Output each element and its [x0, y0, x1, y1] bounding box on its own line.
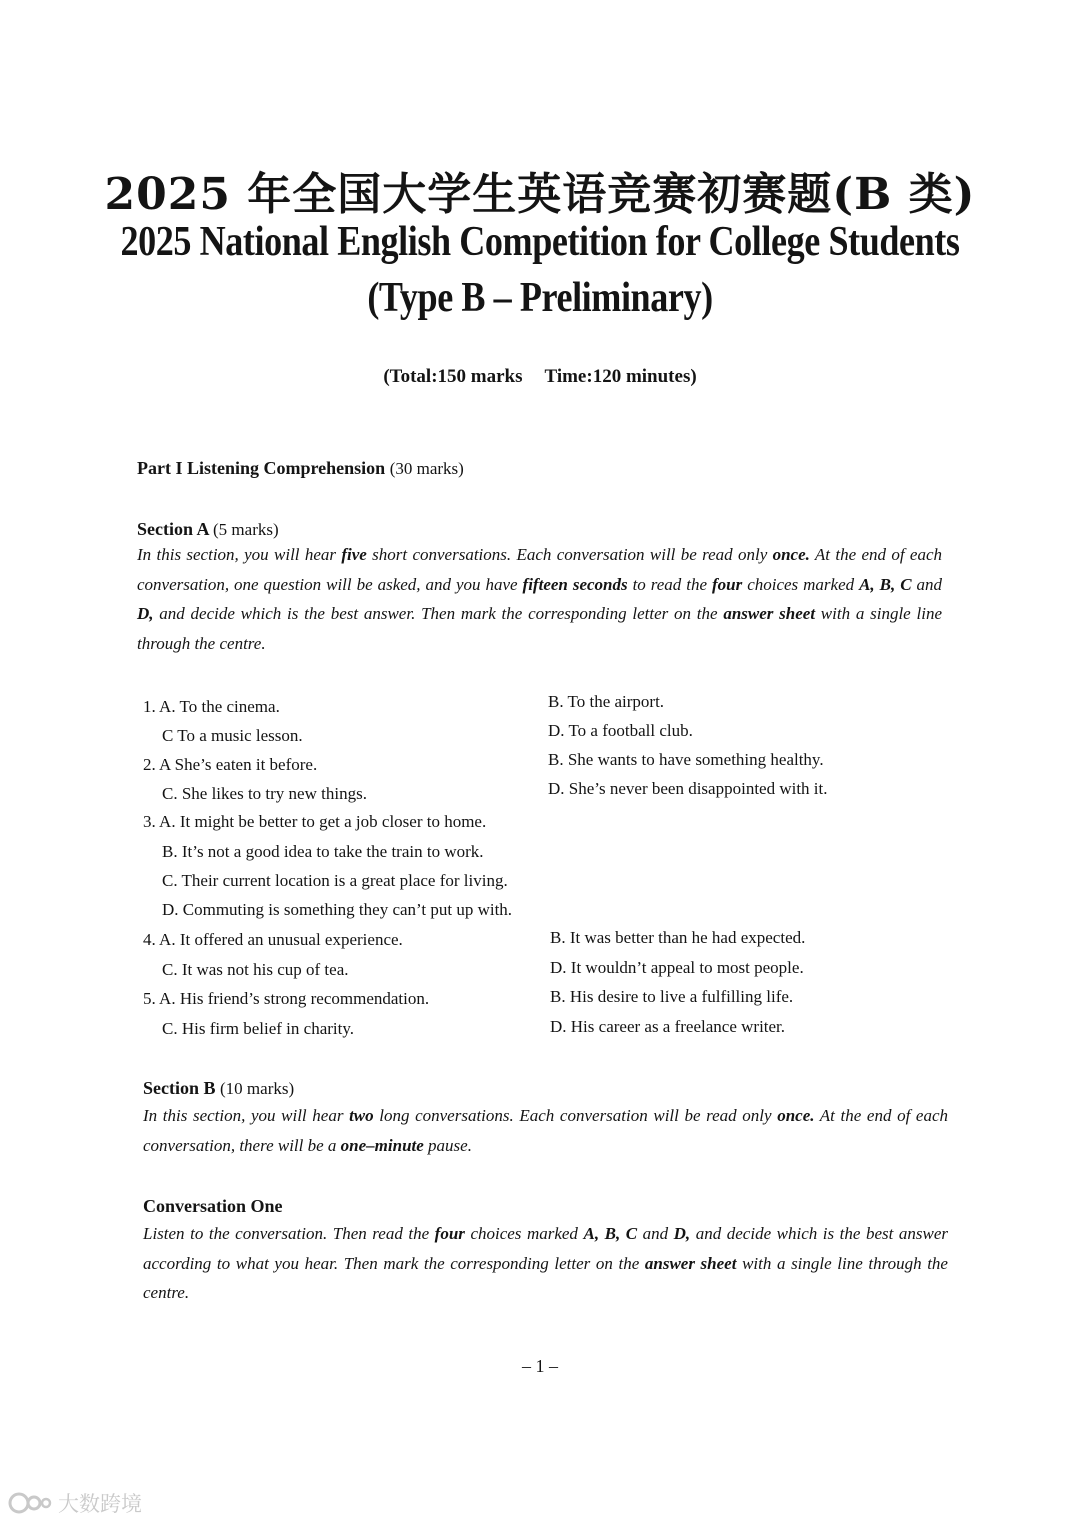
instr-text: At the end of each conversation, one question will be asked, and you have	[137, 545, 942, 594]
instr-text: with a single line through the centre.	[143, 1253, 948, 1302]
part1-marks: (30 marks)	[389, 459, 464, 478]
instr-text: choices marked	[464, 1224, 584, 1243]
instr-text: and decide which is the best answer. Then mark the corresponding letter on the	[153, 604, 724, 623]
q4-option-c: C. It was not his cup of tea.	[162, 960, 349, 979]
page-number: – 1 –	[522, 1356, 558, 1376]
q5-option-a: 5. A. His friend’s strong recommendation.	[143, 989, 430, 1008]
instr-emphasis: answer sheet	[644, 1253, 737, 1273]
sectionA-heading	[137, 519, 279, 540]
instr-text: Listen to the conversation. Then read the	[143, 1224, 435, 1243]
q4-option-b: B. It was better than he had expected.	[550, 928, 806, 947]
conv1-instructions	[143, 1219, 948, 1308]
q1-option-b: B. To the airport.	[548, 692, 665, 711]
sectionA-marks: (5 marks)	[213, 520, 279, 539]
instr-text: and	[911, 574, 943, 594]
instr-emphasis: one–minute	[340, 1135, 424, 1155]
instr-emphasis: fifteen seconds	[522, 574, 628, 594]
exam-meta	[0, 366, 1080, 388]
q3-option-b: B. It’s not a good idea to take the train to work.	[162, 842, 484, 861]
time-limit: Time:120 minutes)	[544, 366, 697, 387]
instr-text: with a single line through the centre.	[137, 604, 942, 653]
instr-text: In this section, you will hear	[143, 1106, 350, 1125]
sectionA-instructions	[137, 540, 942, 658]
q1-option-d: D. To a football club.	[548, 721, 693, 740]
q4-option-a: 4. A. It offered an unusual experience.	[143, 930, 403, 949]
instr-emphasis: answer sheet	[723, 604, 816, 623]
conv1-heading	[143, 1196, 283, 1217]
sectionB-instructions	[143, 1101, 948, 1160]
conv1-title: Conversation One	[143, 1196, 283, 1216]
instr-emphasis: D,	[673, 1224, 691, 1243]
q5-option-b: B. His desire to live a fulfilling life.	[550, 987, 794, 1006]
q3-option-c: C. Their current location is a great place for living.	[162, 871, 508, 890]
sectionB-title: Section B	[143, 1078, 216, 1098]
watermark-text: 大数跨境	[58, 1492, 142, 1516]
instr-emphasis: A, B, C	[583, 1224, 638, 1243]
q1-option-c: C To a music lesson.	[162, 726, 303, 745]
instr-text: At the end of each conversation, there will be a	[143, 1106, 949, 1155]
instr-text: to read the	[627, 574, 712, 594]
instr-text: long conversations. Each conversation will be read only	[373, 1106, 778, 1125]
q3-option-d: D. Commuting is something they can’t put up with.	[162, 900, 513, 919]
title-english-line2: (Type B – Preliminary)	[367, 275, 713, 321]
instr-text: and decide which is the best answer according to what you hear. Then mark the corresponding letter on the	[143, 1224, 949, 1273]
q3-option-a: 3. A. It might be better to get a job closer to home.	[143, 812, 487, 831]
sectionB-marks: (10 marks)	[220, 1079, 295, 1098]
q1-option-a: 1. A. To the cinema.	[143, 697, 280, 716]
instr-text: In this section, you will hear	[137, 545, 342, 564]
instr-emphasis: four	[434, 1224, 465, 1243]
instr-text: and	[637, 1224, 674, 1243]
q5-option-d: D. His career as a freelance writer.	[550, 1017, 786, 1036]
q2-option-a: 2. A She’s eaten it before.	[143, 755, 318, 774]
q2-option-d: D. She’s never been disappointed with it.	[548, 779, 828, 798]
q2-option-c: C. She likes to try new things.	[162, 784, 367, 803]
sectionA-title: Section A	[137, 519, 209, 539]
instr-emphasis: four	[712, 574, 743, 594]
watermark	[8, 1488, 142, 1518]
instr-emphasis: D,	[137, 604, 154, 623]
q5-option-c: C. His firm belief in charity.	[162, 1019, 354, 1038]
q4-option-d: D. It wouldn’t appeal to most people.	[550, 958, 804, 977]
part1-title: Part I Listening Comprehension	[137, 458, 386, 478]
instr-emphasis: A, B, C	[859, 574, 912, 594]
title-english-line1: 2025 National English Competition for College Students	[120, 219, 960, 265]
total-marks: (Total:150 marks	[383, 366, 523, 387]
q2-option-b: B. She wants to have something healthy.	[548, 750, 824, 769]
instr-text: choices marked	[742, 574, 860, 594]
instr-emphasis: once.	[777, 1106, 815, 1125]
instr-text: short conversations. Each conversation will be read only	[366, 545, 773, 564]
instr-emphasis: two	[349, 1106, 374, 1125]
instr-emphasis: five	[341, 545, 367, 564]
watermark-logo-icon	[8, 1490, 52, 1516]
part1-heading	[137, 458, 464, 479]
instr-emphasis: once.	[772, 545, 810, 564]
sectionB-heading	[143, 1078, 294, 1099]
instr-text: pause.	[423, 1135, 472, 1155]
title-chinese: 2025 年全国大学生英语竞赛初赛题(B 类)	[104, 169, 976, 220]
